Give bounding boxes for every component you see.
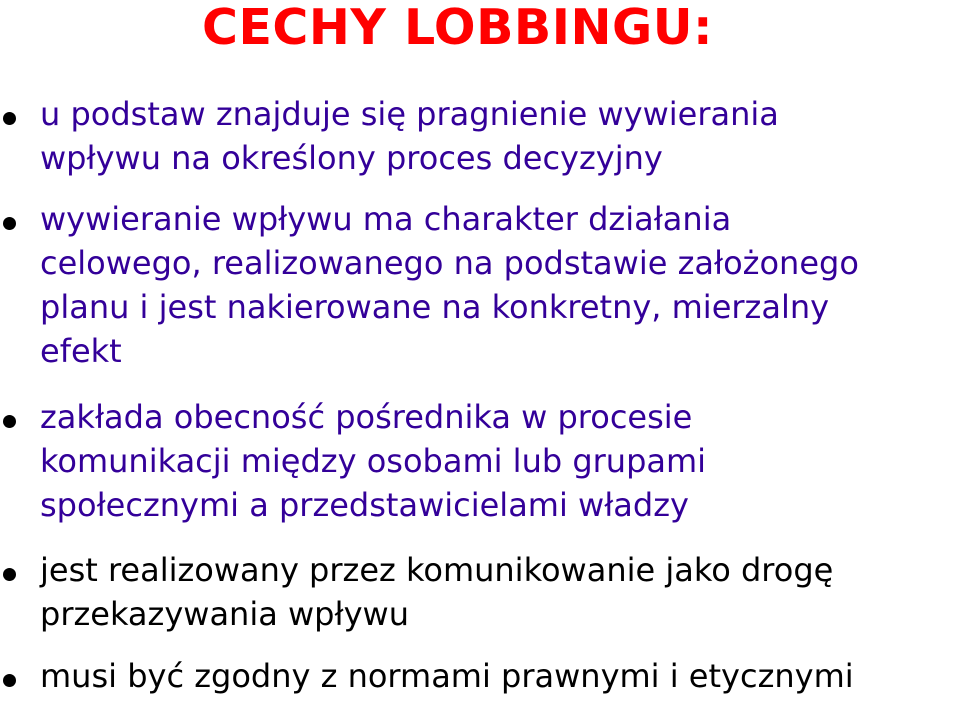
bullet-dot-icon — [3, 674, 16, 687]
bullet-dot-icon — [3, 415, 16, 428]
bullet-dot-icon — [3, 568, 16, 581]
bullet-dot-icon — [3, 112, 16, 125]
bullet-text: u podstaw znajduje się pragnienie wywierania wpływu na określony proces decyzyjny — [40, 95, 779, 177]
bullet-text: wywieranie wpływu ma charakter działania celowego, realizowanego na podstawie założonego planu i jest nakierowane na konkretny, mierzalny efekt — [40, 200, 859, 370]
slide-title: CECHY LOBBINGU: — [202, 0, 714, 56]
bullet-text: musi być zgodny z normami prawnymi i etycznymi — [40, 657, 854, 695]
bullet-dot-icon — [3, 217, 16, 230]
bullet-text: jest realizowany przez komunikowanie jako drogę przekazywania wpływu — [40, 551, 834, 633]
bullet-text: zakłada obecność pośrednika w procesie komunikacji między osobami lub grupami społecznymi a przedstawicielami władzy — [40, 398, 707, 524]
